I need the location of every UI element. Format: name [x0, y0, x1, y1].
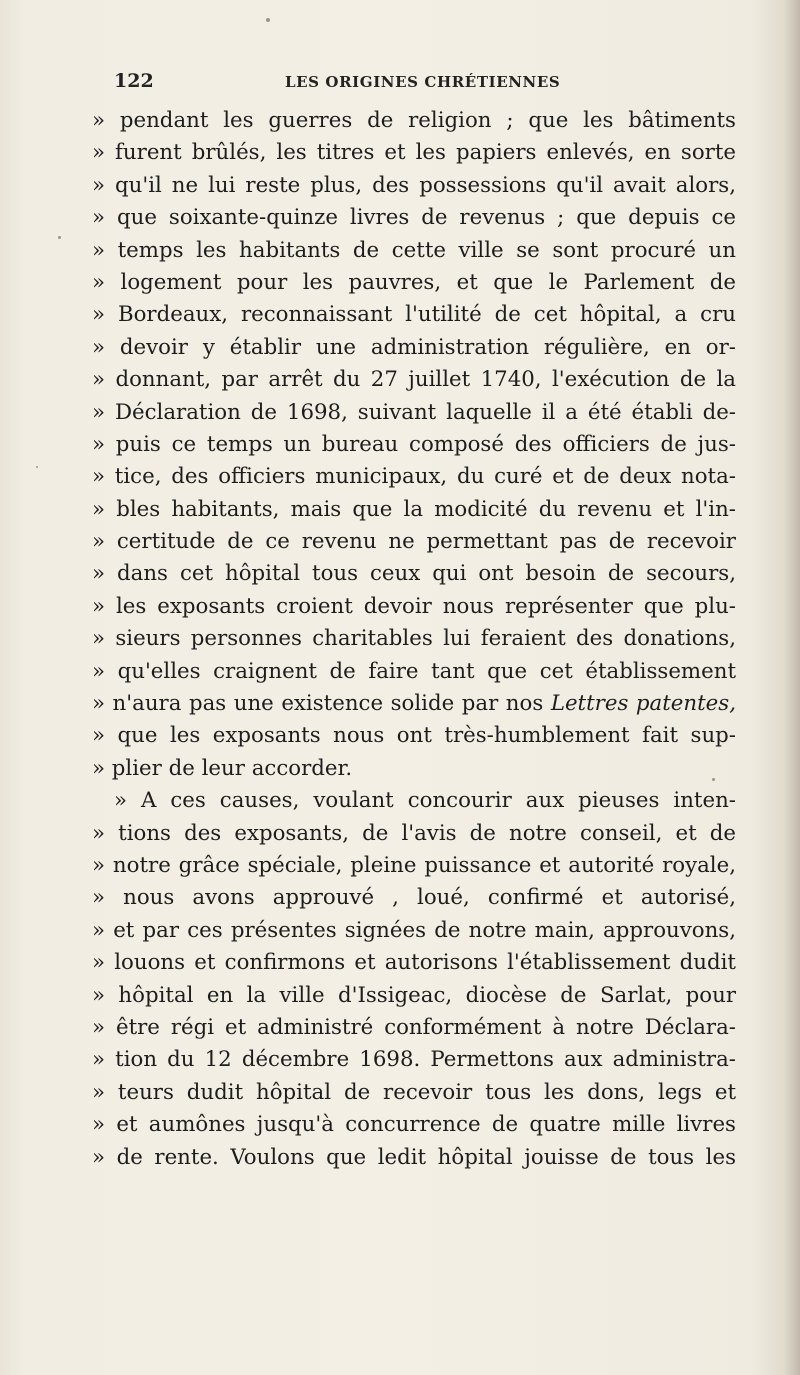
text-line: » furent brûlés, les titres et les papiers enlevés, en sorte — [92, 140, 736, 166]
text-line: » être régi et administré conformément à notre Déclara- — [92, 1014, 736, 1040]
text-line: » pendant les guerres de religion ; que les bâtiments — [92, 108, 736, 133]
text-line: » nous avons approuvé , loué, confirmé et autorisé, — [92, 885, 736, 911]
paper-speck — [266, 18, 270, 22]
page-number: 122 — [114, 70, 154, 92]
running-title: LES ORIGINES CHRÉTIENNES — [285, 73, 561, 91]
text-line: » que les exposants nous ont très-humblement fait sup- — [92, 723, 736, 749]
text-line: » et par ces présentes signées de notre main, approuvons, — [92, 917, 736, 943]
italic-phrase: Lettres patentes, — [550, 691, 736, 717]
text-line: » puis ce temps un bureau composé des officiers de jus- — [92, 431, 736, 457]
text-line: » certitude de ce revenu ne permettant pas de recevoir — [92, 529, 736, 555]
text-line: » notre grâce spéciale, pleine puissance et autorité royale, — [92, 852, 736, 878]
text-line: » plier de leur accorder. — [92, 755, 353, 781]
text-line: » qu'il ne lui reste plus, des possessions qu'il avait alors, — [92, 172, 736, 198]
text-line: » les exposants croient devoir nous représenter que plu- — [92, 593, 736, 619]
text-line-with-italic — [92, 688, 736, 720]
body-text — [92, 105, 736, 1174]
paragraph-start-line: » A ces causes, voulant concourir aux pieuses inten- — [114, 788, 736, 814]
text-line: » sieurs personnes charitables lui feraient des donations, — [92, 626, 736, 652]
text-line: » devoir y établir une administration régulière, en or- — [92, 334, 736, 360]
text-line: » que soixante-quinze livres de revenus ; que depuis ce — [92, 205, 736, 231]
text-line: » louons et confirmons et autorisons l'établissement dudit — [92, 950, 736, 976]
text-line: » tion du 12 décembre 1698. Permettons aux administra- — [92, 1047, 736, 1073]
text-line: » qu'elles craignent de faire tant que cet établissement — [92, 658, 736, 684]
text-line: » tions des exposants, de l'avis de notre conseil, et de — [92, 820, 736, 846]
text-line: » dans cet hôpital tous ceux qui ont besoin de secours, — [92, 561, 736, 587]
paper-speck — [712, 778, 715, 781]
text-line: » de rente. Voulons que ledit hôpital jouisse de tous les — [92, 1144, 736, 1170]
text-line: » Bordeaux, reconnaissant l'utilité de cet hôpital, a cru — [92, 302, 736, 328]
text-line-start: » n'aura pas une existence solide par nos — [92, 691, 544, 717]
paper-speck — [36, 466, 38, 468]
text-line: » et aumônes jusqu'à concurrence de quatre mille livres — [92, 1112, 736, 1138]
page-edge-shadow — [784, 0, 800, 1375]
text-line: » Déclaration de 1698, suivant laquelle il a été établi de- — [92, 399, 736, 425]
paper-speck — [58, 236, 61, 239]
text-line: » hôpital en la ville d'Issigeac, diocèse de Sarlat, pour — [92, 982, 736, 1008]
text-line: » donnant, par arrêt du 27 juillet 1740, l'exécution de la — [92, 367, 736, 393]
text-line: » temps les habitants de cette ville se sont procuré un — [92, 237, 736, 263]
text-line: » logement pour les pauvres, et que le Parlement de — [92, 269, 736, 295]
text-line: » teurs dudit hôpital de recevoir tous les dons, legs et — [92, 1079, 736, 1105]
text-line: » tice, des officiers municipaux, du curé et de deux nota- — [92, 464, 736, 490]
page-header — [92, 70, 732, 96]
text-line: » bles habitants, mais que la modicité du revenu et l'in- — [92, 496, 736, 522]
